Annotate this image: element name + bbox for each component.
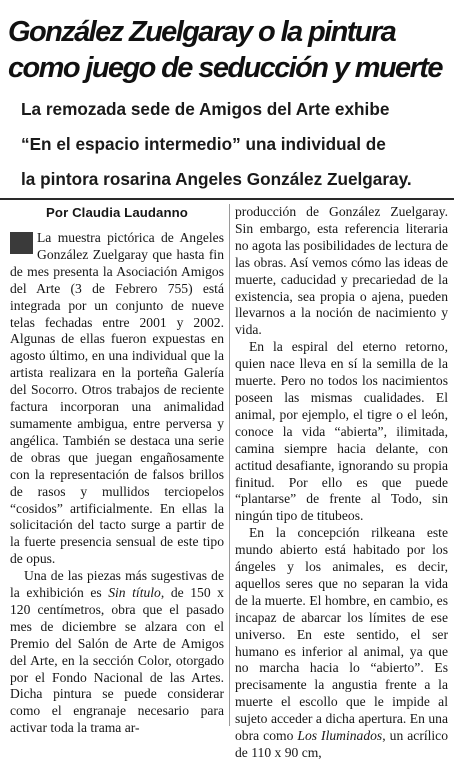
paragraph-3: producción de González Zuelgaray. Sin embargo, esta referencia literaria no agota las posibilidades de lectura de las obras. Así vemos cómo las ideas de muerte, caducidad y precariedad de la existencia, sea propia o ajena, pueden llevarnos a la noción de nacimiento y vida. — [235, 204, 448, 338]
drop-cap-block — [10, 232, 33, 254]
paragraph-2 — [10, 568, 224, 737]
subhead-line-1: La remozada sede de Amigos del Arte exhibe — [21, 99, 390, 119]
article-column-left — [10, 204, 224, 737]
subhead-line-3: la pintora rosarina Angeles González Zuelgaray. — [21, 169, 412, 189]
headline-line-1: González Zuelgaray o la pintura — [8, 16, 396, 48]
artwork-title-los-iluminados: Los Iluminados — [297, 728, 383, 744]
paragraph-2-text-a: Una de las piezas más sugestivas de la exhibición es — [10, 568, 224, 601]
paragraph-5-text-b: , un acrílico de 110 x 90 cm, — [235, 728, 449, 760]
paragraph-1: La muestra pictórica de Angeles González Zuelgaray que hasta fin de mes presenta la Asociación Amigos del Arte (3 de Febrero 755) está integrada por un conjunto de nueve telas fechadas entre 2001 y 2002. Algunas de ellas fueron expuestas en agosto último, en una individual que la artista realizara en la porteña Galería del Socorro. Otros trabajos de reciente factura incorporan una animalidad sumamente ambigua, entre perversa y angélica. También se destaca una serie de obras que juegan engañosamente con la representación de falsos brillos de rasos y mullidos terciopelos “cosidos” artificialmente. En ellas la solicitación del tacto surge a partir de la fuerte presencia sensual de este tipo de opus. — [10, 230, 224, 567]
article-subheadline — [21, 92, 454, 197]
byline: Por Claudia Laudanno — [46, 205, 188, 220]
article-headline — [8, 14, 454, 86]
paragraph-5-text-a: En la concepción rilkeana este mundo abierto está habitado por los ángeles y los animales, es decir, aquellos seres que no separan la vida de la muerte. El hombre, en cambio, es incapaz de abarcar los límites de ese universo. En este sentido, el ser humano es inferior al animal, ya que no marcha hacia lo “abierto”. Es precisamente la angustia frente a la muerte el escollo que le impide al sujeto acceder a dicha apertura. En una obra como — [235, 525, 448, 744]
column-divider — [229, 204, 230, 726]
article-column-right — [235, 204, 448, 762]
header-rule — [0, 198, 454, 200]
artwork-title-sin-titulo: Sin título — [108, 585, 161, 601]
headline-line-2: como juego de seducción y muerte — [8, 52, 442, 84]
paragraph-2-text-b: , de 150 x 120 centímetros, obra que el pasado mes de diciembre se alzara con el Premio del Salón de Arte de Amigos del Arte, en la sección Color, otorgado por el Fondo Nacional de las Artes. Dicha pintura se puede considerar como el engranaje necesario para activar toda la trama ar- — [10, 585, 224, 736]
paragraph-4: En la espiral del eterno retorno, quien nace lleva en sí la semilla de la muerte. Pero no todos los nacimientos poseen las mismas cualidades. El animal, por ejemplo, el tigre o el león, conoce la vida “abierta”, ilimitada, camina siempre hacia delante, con actitud desafiante, ignorando su propia finitud. Por ello es que puede “plantarse” de frente al Todo, sin ningún tipo de titubeos. — [235, 339, 448, 524]
subhead-line-2: “En el espacio intermedio” una individual de — [21, 134, 386, 154]
paragraph-5 — [235, 525, 448, 762]
